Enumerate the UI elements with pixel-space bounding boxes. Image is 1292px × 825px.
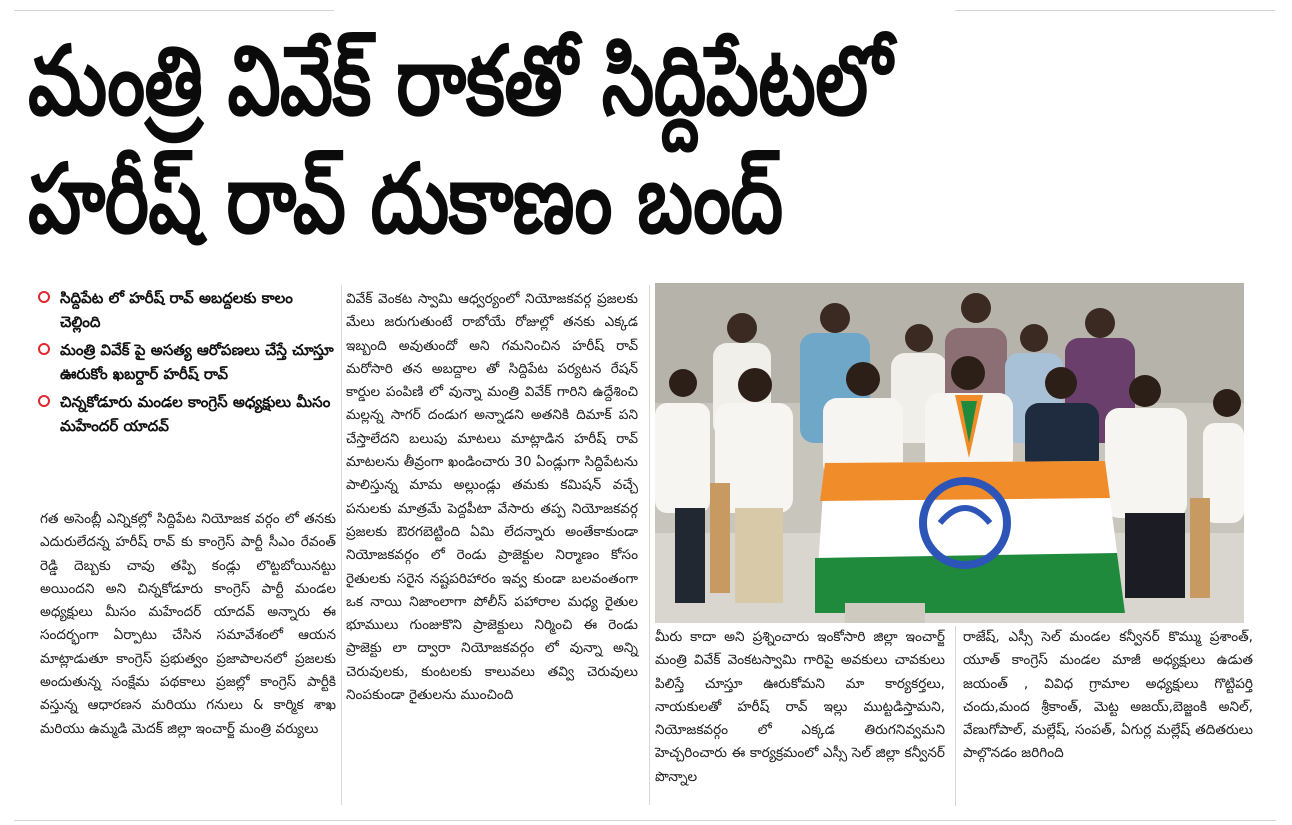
headline [28,22,1268,258]
bullet-ring-icon [38,343,50,355]
article-column-3 [655,626,945,789]
article-column-2 [346,288,638,707]
column-divider [955,626,956,806]
bullet-item [38,338,338,386]
bullet-text: చిన్నకోడూరు మండల కాంగ్రెస్ అధ్యక్షులు మీసం మహేందర్ యాదవ్ [60,393,331,435]
highlight-bullets [38,286,338,442]
column-3-text: మీరు కాదా అని ప్రశ్నించారు ఇంకోసారి జిల్లా ఇంచార్జ్ మంత్రి వివేక్ వెంకటస్వామి గారిపై అవకులు చావకులు పిలిస్తే చూస్తూ ఊరుకోమని మా కార్యకర్తలు, నాయకులతో హరీష్ రావ్ ఇల్లు ముట్టడిస్తామని, నియోజకవర్గం లో ఎక్కడ తిరుగనివ్వమని హెచ్చరించారు ఈ కార్యక్రమంలో ఎస్సీ సెల్ జిల్లా కన్వీనర్ పొన్నాల [655,629,945,785]
column-2-text: వివేక్ వెంకట స్వామి ఆధ్వర్యంలో నియోజకవర్గ ప్రజలకు మేలు జరుగుతుంటే రాబోయే రోజుల్లో తనకు ఎక్కడ ఇబ్బంది అవుతుందో అని గమనించిన హరీష్ రావ్ మరోసారి తన అబద్దాల తో సిద్దిపేట పర్యటన రేషన్ కార్డుల పంపిణి లో వున్నా మంత్రి వివేక్ గారిని ఉద్దేశించి మల్లన్న సాగర్ దండుగ అన్నాడని అతనికి దిమాక్ పని చేస్తాలేదని బలుపు మాటలు మాట్లాడిన హరీష్ రావ్ మాటలను తీవ్రంగా ఖండించారు 30 ఏండ్లుగా సిద్దిపేటను పాలిస్తున్న మామ అల్లుండ్లు తమకు కమిషన్ వచ్చే పనులకు మాత్రమే పెద్దపీటా వేసారు తప్ప నియోజకవర్గ ప్రజలకు ఔరగబెట్టింది ఏమి లేదన్నారు అంతేకాకుండా నియోజకవర్గం లో రెండు ప్రాజెక్టుల నిర్మాణం కోసం రైతులకు సరైన నష్టపరిహారం ఇవ్వ కుండా బలవంతంగా ఒక నాయి నిజాంలాగా పోలీస్ పహారాల మధ్య రైతుల భూములు గుంజుకొని ప్రాజెక్టులు నిర్మించి ఈ రెండు ప్రాజెక్టు లా ద్వారా నియోజకవర్గం లో వున్నా అన్ని చెరువులకు, కుంటలకు కాలువలు తవ్వి చెరువులు నింపకుండా రైతులను ముంచింది [346,291,638,704]
column-divider [649,285,650,805]
top-rule-left [14,10,334,11]
bullet-text: మంత్రి వివేక్ పై అసత్య ఆరోపణలు చేస్తే చూస్తూ ఊరుకోం ఖబర్దార్ హరీష్ రావ్ [60,341,334,383]
bullet-item [38,390,338,438]
bullet-ring-icon [38,291,50,303]
headline-line-2: హరీష్ రావ్ దుకాణం బంద్ [28,143,783,255]
meeting-photo-illustration [655,283,1244,623]
column-4-text: రాజేష్, ఎస్సీ సెల్ మండల కన్వీనర్ కొమ్ము ప్రశాంత్, యూత్ కాంగ్రెస్ మండల మాజీ అధ్యక్షులు ఉడుత జయంత్ , వివిధ గ్రామాల అధ్యక్షులు గొట్టిపర్తి చందు,మంద శ్రీకాంత్, మెట్ట అజయ్,బెజ్జంకి అనిల్, వేణుగోపాల్, మల్లేష్, సంపత్, ఏగుర్ల మల్లేష్ తదితరులు పాల్గొనడం జరిగింది [963,629,1253,762]
article-column-1 [40,508,336,741]
bullet-text: సిద్దిపేట లో హరీష్ రావ్ అబద్దలకు కాలం చెల్లింది [60,289,293,331]
news-photo [655,283,1244,623]
bullet-item [38,286,338,334]
bullet-ring-icon [38,395,50,407]
column-divider [341,285,342,805]
top-rule-right [955,10,1275,11]
column-1-text: గత అసెంబ్లీ ఎన్నికల్లో సిద్దిపేట నియోజక వర్గం లో తనకు ఎదురులేదన్న హరీష్ రావ్ కు కాంగ్రెస్ పార్టీ సీఎం రేవంత్ రెడ్డి దెబ్బకు చావు తప్పి కండ్లు లొట్టబోయినట్టు అయిందని అని చిన్నకోడూరు కాంగ్రెస్ పార్టీ మండల అధ్యక్షులు మీసం మహేందర్ యాదవ్ అన్నారు ఈ సందర్భంగా ఏర్పాటు చేసిన సమావేశంలో ఆయన మాట్లాడుతూ కాంగ్రెస్ ప్రభుత్వం ప్రజాపాలనలో ప్రజలకు అందుతున్న సంక్షేమ పథకాలు ప్రజల్లో కాంగ్రెస్ పార్టీకి వస్తున్న ఆధారణన మరియు గనులు & కార్మిక శాఖ మరియు ఉమ్మడి మెదక్ జిల్లా ఇంచార్జ్ మంత్రి వర్యులు [40,511,336,737]
headline-line-1: మంత్రి వివేక్ రాకతో సిద్దిపేటలో [28,25,892,137]
flag-on-table [815,461,1125,613]
article-column-4 [963,626,1253,766]
bottom-rule [14,820,1276,821]
